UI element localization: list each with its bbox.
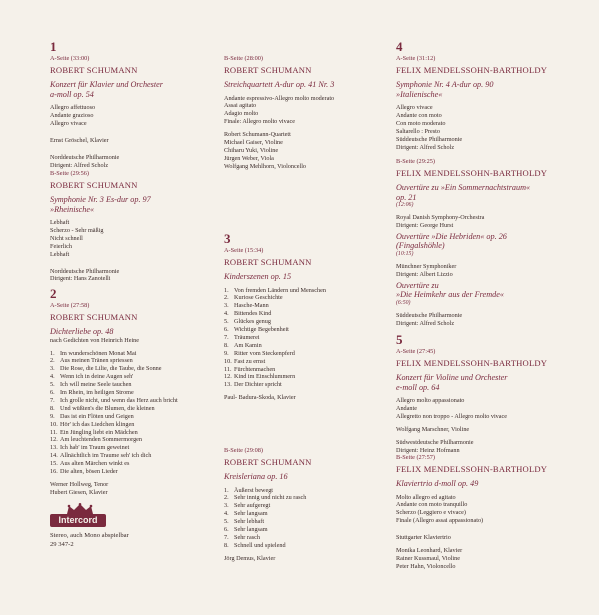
list-item — [50, 436, 210, 444]
composer: FELIX MENDELSSOHN-BARTHOLDY — [396, 358, 548, 368]
item-number: 8. — [50, 404, 55, 412]
movement: Andante — [396, 404, 417, 412]
intercord-logo — [50, 503, 110, 527]
list-item — [224, 542, 394, 550]
item-title: Sehr rasch — [234, 533, 260, 541]
item-title: Ich hab' im Traum geweinet — [60, 444, 130, 452]
item-number: 4. — [224, 510, 229, 518]
list-item — [224, 534, 394, 542]
performer: Ernst Gröschel, Klavier — [50, 136, 109, 144]
record-number: 1 — [50, 39, 57, 54]
performer: Rainer Kussmaul, Violine — [396, 554, 460, 562]
side-label: A-Seite (27:58) — [50, 302, 90, 309]
item-title: Sehr aufgeregt — [234, 502, 271, 510]
item-number: 16. — [50, 468, 58, 476]
list-item — [224, 502, 394, 510]
composer: ROBERT SCHUMANN — [50, 180, 138, 190]
work-title — [396, 281, 596, 300]
list-item — [50, 460, 210, 468]
item-number: 4. — [224, 310, 229, 318]
orchestra: Münchner Symphoniker — [396, 262, 457, 270]
orchestra: Norddeutsche Philharmonie — [50, 267, 120, 275]
side-label: B-Seite (27:57) — [396, 454, 435, 461]
performer: Wolfgang Marschner, Violine — [396, 425, 470, 433]
list-item — [50, 452, 210, 460]
duration: (6:50) — [396, 299, 411, 306]
conductor: Dirigent: Albert Lizzio — [396, 270, 453, 278]
work-title-line: Dichterliebe op. 48 — [50, 327, 114, 336]
list-item — [224, 494, 394, 502]
orchestra: Royal Danish Symphony-Orchestra — [396, 214, 485, 221]
list-item — [224, 310, 394, 318]
record-1-side-b — [50, 170, 210, 283]
item-number: 2. — [50, 357, 55, 365]
performer: Paul- Badura-Skoda, Klavier — [224, 394, 296, 402]
item-number: 3. — [50, 365, 55, 373]
performer: Chiharu Yuki, Violine — [224, 146, 279, 154]
item-title: Im wunderschönen Monat Mai — [60, 349, 137, 357]
item-title: Sehr langsam — [234, 526, 268, 534]
item-title: Die Rose, die Lilie, die Taube, die Sonne — [60, 365, 162, 373]
list-item — [224, 318, 394, 326]
performer: Hubert Giesen, Klavier — [50, 488, 108, 496]
ensemble: Robert Schumann-Quartett — [224, 131, 291, 139]
item-number: 3. — [224, 502, 229, 510]
work-title — [50, 195, 210, 214]
work-title-line: Ouvertüre zu — [396, 280, 439, 290]
list-item — [50, 429, 210, 437]
conductor: Dirigent: Heinz Hofmann — [396, 446, 460, 454]
movement: Assai agitato — [224, 102, 257, 110]
list-item — [50, 405, 210, 413]
item-title: Träumerei — [234, 333, 260, 341]
work-title — [396, 232, 596, 251]
list-item — [50, 357, 210, 365]
work-title — [224, 472, 394, 482]
conductor: Dirigent: Alfred Scholz — [396, 319, 455, 327]
movement: Finale: Allegro molto vivace — [224, 118, 295, 126]
work-title-line: Symphonie Nr. 4 A-dur op. 90 — [396, 80, 494, 89]
item-number: 11. — [50, 428, 58, 436]
item-title: Hör' ich das Liedchen klingen — [60, 420, 135, 428]
movement: Scherzo (Leggiero e vivace) — [396, 509, 466, 517]
item-number: 7. — [224, 333, 229, 341]
list-item — [50, 381, 210, 389]
work-title — [224, 272, 394, 282]
record-3-side-a — [224, 232, 394, 402]
item-number: 12. — [224, 373, 232, 381]
item-title: Schnell und spielend — [234, 541, 286, 549]
work-subtitle: nach Gedichten von Heinrich Heine — [50, 336, 139, 344]
list-item — [224, 358, 394, 366]
movement: Con moto moderato — [396, 119, 446, 127]
composer: FELIX MENDELSSOHN-BARTHOLDY — [396, 168, 548, 178]
composer: FELIX MENDELSSOHN-BARTHOLDY — [396, 65, 548, 75]
work-title — [396, 80, 596, 99]
record-5-side-a — [396, 333, 596, 454]
list-item — [224, 326, 394, 334]
item-title: Kind im Einschlummern — [234, 373, 296, 381]
performer: Jörg Demus, Klavier — [224, 554, 276, 562]
item-number: 11. — [224, 365, 232, 373]
composer: ROBERT SCHUMANN — [224, 457, 312, 467]
work-title-line: Kinderszenen op. 15 — [224, 272, 292, 281]
item-title: Ich grolle nicht, und wenn das Herz auch bricht — [60, 396, 178, 404]
record-number: 3 — [224, 231, 231, 246]
movement: Adagio molto — [224, 110, 259, 118]
list-item — [224, 302, 394, 310]
composer: FELIX MENDELSSOHN-BARTHOLDY — [396, 464, 548, 474]
work-title — [224, 80, 394, 90]
work-title-line: Konzert für Klavier und Orchester — [50, 80, 163, 89]
record-number: 4 — [396, 39, 403, 54]
work-title-line: Klaviertrio d-moll op. 49 — [396, 479, 479, 488]
record-2-side-b — [224, 55, 394, 171]
composer: ROBERT SCHUMANN — [224, 65, 312, 75]
item-number: 5. — [224, 318, 229, 326]
record-1-side-a — [50, 40, 210, 169]
footer-note — [50, 531, 210, 549]
list-item — [224, 487, 394, 495]
item-number: 2. — [224, 494, 229, 502]
record-number: 5 — [396, 332, 403, 347]
item-title: Und wüßten's die Blumen, die kleinen — [60, 404, 155, 412]
work-title-line: a-moll op. 54 — [50, 89, 94, 99]
item-number: 5. — [224, 518, 229, 526]
work-title-line: »Italienische« — [396, 89, 443, 99]
work-title-line: Symphonie Nr. 3 Es-dur op. 97 — [50, 195, 151, 204]
performer: Werner Hollweg, Tenor — [50, 481, 109, 488]
work-title-line: Streichquartett A-dur op. 41 Nr. 3 — [224, 80, 335, 89]
movement: Finale (Allegro assai appassionato) — [396, 517, 484, 525]
list-item — [224, 518, 394, 526]
orchestra: Süddeutsche Philharmonie — [396, 135, 463, 143]
performer: Wolfgang Mehlhorn, Violoncello — [224, 162, 307, 170]
item-title: Ein Jüngling liebt ein Mädchen — [60, 428, 138, 436]
item-number: 4. — [50, 373, 55, 381]
item-title: Fast zu ernst — [234, 357, 266, 365]
item-title: Die alten, bösen Lieder — [60, 468, 118, 476]
performer: Jürgen Weber, Viola — [224, 154, 274, 162]
performer: Michael Gaiser, Violine — [224, 139, 283, 147]
item-title: Sehr lebhaft — [234, 518, 265, 526]
movement: Allegretto non troppo - Allegro molto vivace — [396, 412, 508, 420]
movement: Allegro molto appassionato — [396, 397, 465, 404]
item-title: Allnächtlich im Traume seh' ich dich — [60, 452, 152, 460]
work-title — [50, 327, 210, 337]
list-item — [224, 381, 394, 389]
list-item — [224, 373, 394, 381]
record-4-side-a — [396, 40, 596, 151]
work-title-line: »Die Heimkehr aus der Fremde« — [396, 290, 504, 300]
work-title-line: (Fingalshöhle) — [396, 241, 445, 251]
performer: Monika Leonhard, Klavier — [396, 547, 463, 555]
item-number: 1. — [224, 486, 229, 494]
work-title-line: »Rheinische« — [50, 204, 95, 214]
record-number: 2 — [50, 286, 57, 301]
duration: (12:06) — [396, 202, 414, 208]
item-number: 13. — [50, 444, 58, 452]
list-item — [224, 294, 394, 302]
item-title: Kuriose Geschichte — [234, 294, 283, 302]
item-title: Am leuchtenden Sommermorgen — [60, 436, 143, 444]
movement: Allegro vivace — [50, 119, 87, 127]
item-title: Im Rhein, im heiligen Strome — [60, 389, 134, 397]
list-item — [50, 421, 210, 429]
list-item — [224, 287, 394, 295]
side-label: B-Seite (29:25) — [396, 158, 435, 165]
item-number: 2. — [224, 294, 229, 302]
item-number: 9. — [224, 349, 229, 357]
conductor: Dirigent: George Hurst — [396, 221, 454, 229]
item-number: 13. — [224, 381, 232, 389]
movement: Allegro vivace — [396, 104, 433, 111]
item-number: 14. — [50, 452, 58, 460]
list-item — [50, 350, 210, 358]
movement: Saltarello : Presto — [396, 127, 440, 135]
composer: ROBERT SCHUMANN — [224, 257, 312, 267]
side-label: B-Seite (29:08) — [224, 447, 263, 454]
movement: Andante con moto tranquillo — [396, 501, 468, 509]
movement: Allegro affettuoso — [50, 104, 96, 111]
work-title — [50, 80, 210, 99]
side-label: B-Seite (28:00) — [224, 55, 263, 62]
work-title — [396, 373, 596, 392]
item-number: 8. — [224, 341, 229, 349]
conductor: Dirigent: Alfred Scholz — [396, 143, 455, 151]
duration: (10:15) — [396, 250, 414, 257]
conductor: Dirigent: Hans Zanotelli — [50, 275, 111, 283]
stereo-note: Stereo, auch Mono abspielbar — [50, 531, 129, 539]
item-number: 6. — [50, 389, 55, 397]
record-2-side-a — [50, 287, 210, 549]
orchestra: Norddeutsche Philharmonie — [50, 153, 120, 161]
item-number: 6. — [224, 526, 229, 534]
list-item — [224, 334, 394, 342]
side-label: B-Seite (29:56) — [50, 170, 89, 177]
list-item — [224, 342, 394, 350]
catalog-number: 29 347-2 — [50, 540, 74, 548]
item-title: Sehr innig und nicht zu rasch — [234, 494, 307, 502]
item-number: 9. — [50, 412, 55, 420]
list-item — [50, 397, 210, 405]
item-number: 1. — [50, 349, 55, 357]
movement: Nicht schnell — [50, 234, 83, 242]
side-label: A-Seite (15:34) — [224, 247, 264, 254]
item-title: Fürchtenmachen — [234, 365, 276, 373]
item-number: 8. — [224, 541, 229, 549]
orchestra: Süddeutsche Philharmonie — [396, 311, 463, 319]
item-title: Äußerst bewegt — [234, 486, 274, 494]
list-item — [50, 373, 210, 381]
item-title: Glückes genug — [234, 318, 271, 326]
list-item — [50, 413, 210, 421]
item-number: 6. — [224, 326, 229, 334]
item-number: 1. — [224, 286, 229, 294]
movement: Feierlich — [50, 242, 72, 250]
item-title: Hasche-Mann — [234, 302, 269, 310]
item-title: Ritter vom Steckenpferd — [234, 349, 295, 357]
list-item — [224, 526, 394, 534]
ensemble: Stuttgarter Klaviertrio — [396, 534, 451, 542]
work-title-line: Ouvertüre zu »Ein Sommernachtstraum« — [396, 183, 531, 192]
orchestra: Südwestdeutsche Philharmonie — [396, 438, 474, 446]
item-title: Von fremden Ländern und Menschen — [234, 286, 326, 294]
movement: Andante con moto — [396, 111, 442, 119]
work-title-line: Konzert für Violine und Orchester — [396, 373, 508, 382]
work-title-line: Ouvertüre »Die Hebriden« op. 26 — [396, 231, 507, 241]
work-title — [396, 479, 596, 489]
work-title-line: e-moll op. 64 — [396, 382, 440, 392]
list-item — [50, 389, 210, 397]
performer: Peter Hahn, Violoncello — [396, 562, 456, 570]
list-item — [50, 365, 210, 373]
item-title: Ich will meine Seele tauchen — [60, 381, 132, 389]
song-list — [50, 350, 210, 477]
item-title: Das ist ein Flöten und Geigen — [60, 412, 134, 420]
movement: Lebhaft — [50, 250, 70, 258]
logo-wordmark: Intercord — [50, 514, 106, 527]
item-title: Aus alten Märchen winkt es — [60, 460, 130, 468]
item-number: 7. — [50, 396, 55, 404]
item-title: Wichtige Begebenheit — [234, 326, 289, 334]
list-item — [50, 444, 210, 452]
composer: ROBERT SCHUMANN — [50, 65, 138, 75]
list-item — [224, 350, 394, 358]
composer: ROBERT SCHUMANN — [50, 312, 138, 322]
movement: Molto allegro ed agitato — [396, 493, 456, 501]
movement: Andante espressivo-Allegro molto moderato — [224, 94, 335, 102]
item-title: Aus meinen Tränen spriessen — [60, 357, 133, 365]
item-number: 15. — [50, 460, 58, 468]
item-title: Bittendes Kind — [234, 310, 272, 318]
side-label: A-Seite (31:12) — [396, 55, 436, 62]
item-title: Wenn ich in deine Augen seh' — [60, 373, 134, 381]
item-number: 5. — [50, 381, 55, 389]
item-number: 7. — [224, 533, 229, 541]
item-number: 10. — [224, 357, 232, 365]
record-4-side-b — [396, 158, 596, 327]
item-number: 12. — [50, 436, 58, 444]
work-title-line: Kreisleriana op. 16 — [224, 472, 288, 481]
movement: Andante grazioso — [50, 111, 94, 119]
work-title — [396, 183, 596, 202]
list-item — [50, 468, 210, 476]
movement: Scherzo - Sehr mäßig — [50, 226, 104, 234]
item-title: Am Kamin — [234, 341, 262, 349]
record-3-side-b — [224, 447, 394, 563]
record-5-side-b — [396, 454, 596, 571]
piece-list — [224, 487, 394, 550]
list-item — [224, 510, 394, 518]
side-label: A-Seite (27:45) — [396, 348, 436, 355]
item-title: Sehr langsam — [234, 510, 268, 518]
side-label: A-Seite (33:00) — [50, 55, 90, 62]
item-title: Der Dichter spricht — [234, 381, 282, 389]
conductor: Dirigent: Alfred Scholz — [50, 161, 109, 169]
work-title-line: op. 21 — [396, 192, 417, 202]
item-number: 10. — [50, 420, 58, 428]
piece-list — [224, 287, 394, 390]
movement: Lebhaft — [50, 219, 70, 226]
item-number: 3. — [224, 302, 229, 310]
list-item — [224, 366, 394, 374]
